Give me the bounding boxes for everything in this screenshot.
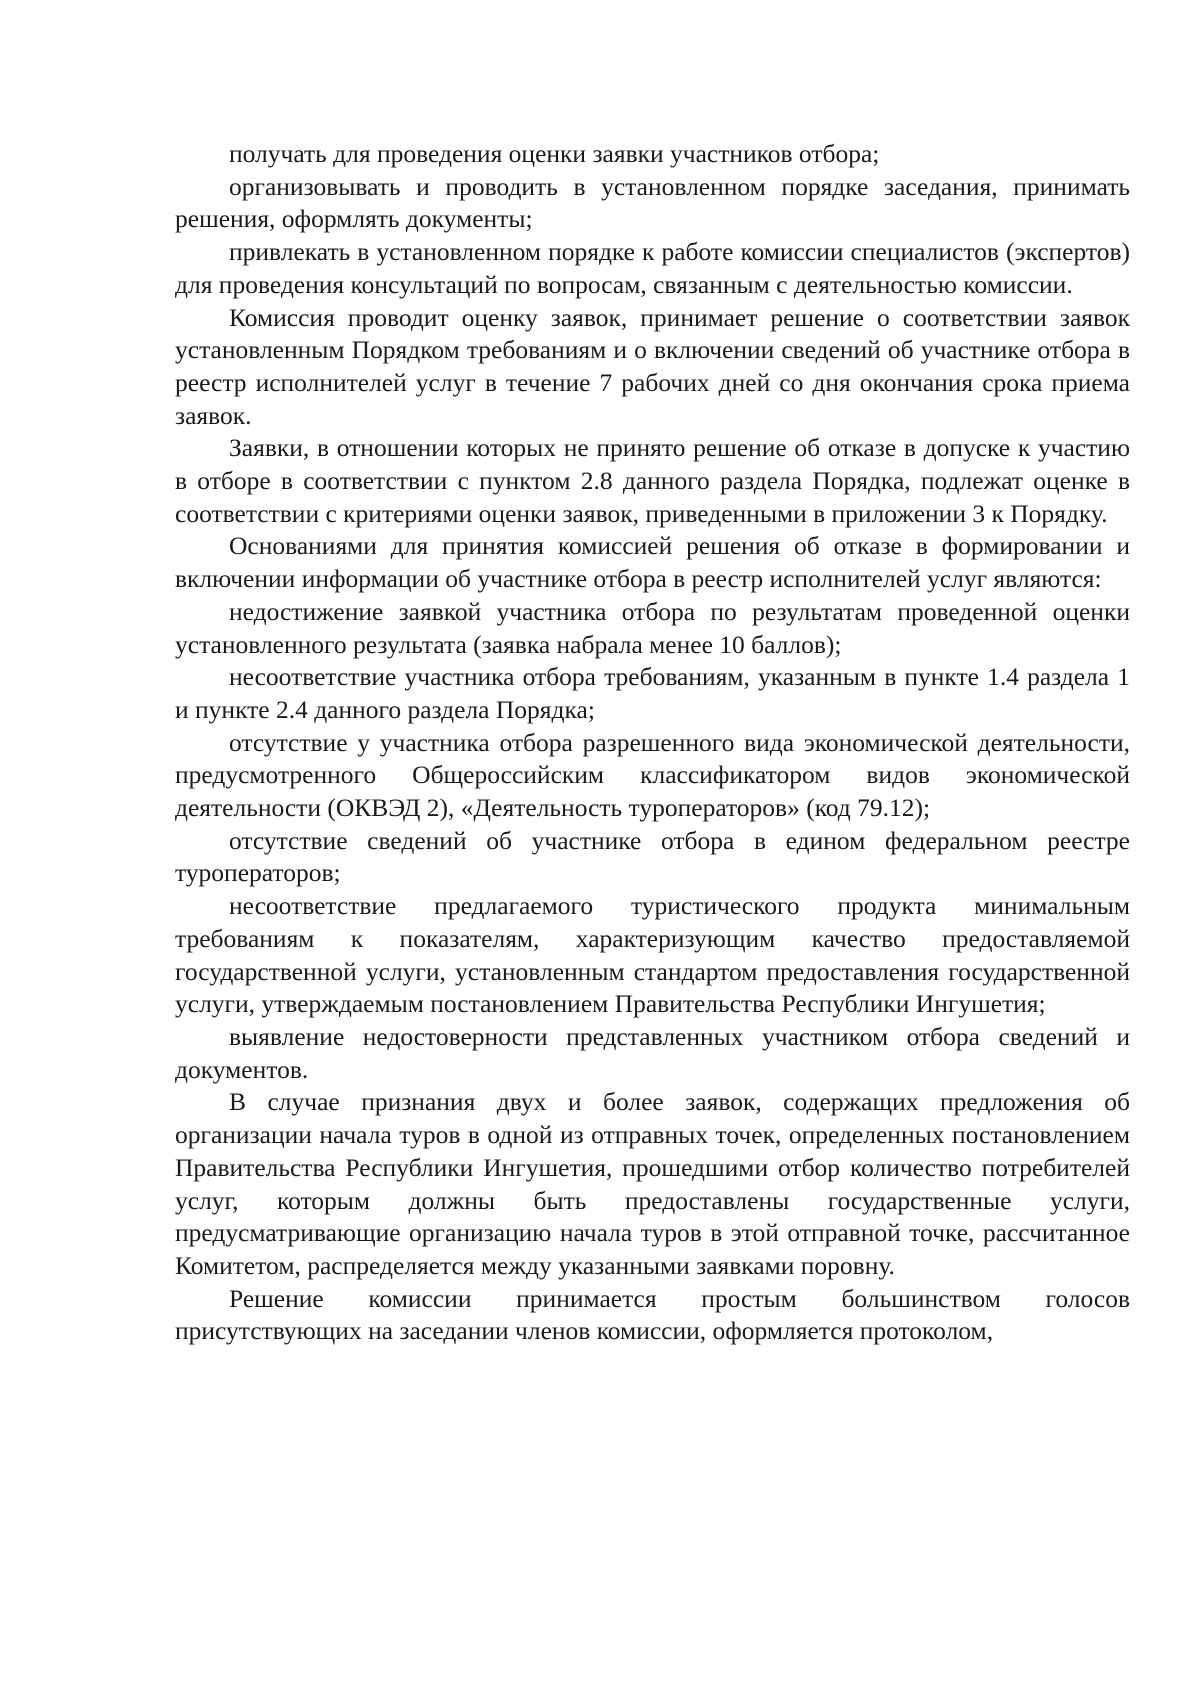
document-body	[175, 138, 1130, 1348]
paragraph-refusal-okved: отсутствие у участника отбора разрешенного вида экономической деятельности, предусмотренного Общероссийским классификатором видов экономической деятельности (ОКВЭД 2), «Деятельность туроператоров» (код 79.12);	[175, 727, 1130, 823]
paragraph-grounds-for-refusal: Основаниями для принятия комиссией решения об отказе в формировании и включении информации об участнике отбора в реестр исполнителей услуг являются:	[175, 531, 1130, 594]
paragraph-refusal-score: недостижение заявкой участника отбора по результатам проведенной оценки установленного результата (заявка набрала менее 10 баллов);	[175, 596, 1130, 659]
paragraph-receive-applications: получать для проведения оценки заявки участников отбора;	[229, 139, 880, 168]
paragraph-refusal-false-info: выявление недостоверности представленных участником отбора сведений и документов.	[175, 1021, 1130, 1084]
paragraph-decision-majority: Решение комиссии принимается простым большинством голосов присутствующих на заседании членов комиссии, оформляется протоколом,	[175, 1283, 1130, 1346]
paragraph-involve-experts: привлекать в установленном порядке к работе комиссии специалистов (экспертов) для проведения консультаций по вопросам, связанным с деятельностью комиссии.	[175, 237, 1130, 299]
paragraph-commission-evaluation: Комиссия проводит оценку заявок, принимает решение о соответствии заявок установленным Порядком требованиям и о включении сведений об участнике отбора в реестр исполнителей услуг в течение 7 рабочих дней со дня окончания срока приема заявок.	[175, 302, 1130, 430]
paragraph-refusal-registry: отсутствие сведений об участнике отбора в едином федеральном реестре туроператоров;	[175, 825, 1130, 888]
paragraph-applications-assessment: Заявки, в отношении которых не принято решение об отказе в допуске к участию в отборе в соответствии с пунктом 2.8 данного раздела Порядка, подлежат оценке в соответствии с критериями оценки заявок, приведенными в приложении 3 к Порядку.	[175, 433, 1130, 528]
paragraph-refusal-requirements: несоответствие участника отбора требованиям, указанным в пункте 1.4 раздела 1 и пункте 2.4 данного раздела Порядка;	[175, 662, 1130, 724]
paragraph-organize-meetings: организовывать и проводить в установленном порядке заседания, принимать решения, оформлять документы;	[175, 171, 1130, 234]
paragraph-multiple-applications: В случае признания двух и более заявок, содержащих предложения об организации начала туров в одной из отправных точек, определенных постановлением Правительства Республики Ингушетия, прошедшими отбор количество потребителей услуг, которым должны быть предоставлены государственные услуги, предусматривающие организацию начала туров в этой отправной точке, рассчитанное Комитетом, распределяется между указанными заявками поровну.	[175, 1087, 1130, 1280]
paragraph-refusal-product: несоответствие предлагаемого туристического продукта минимальным требованиям к показателям, характеризующим качество предоставляемой государственной услуги, установленным стандартом предоставления государственной услуги, утверждаемым постановлением Правительства Республики Ингушетия;	[175, 891, 1130, 1019]
